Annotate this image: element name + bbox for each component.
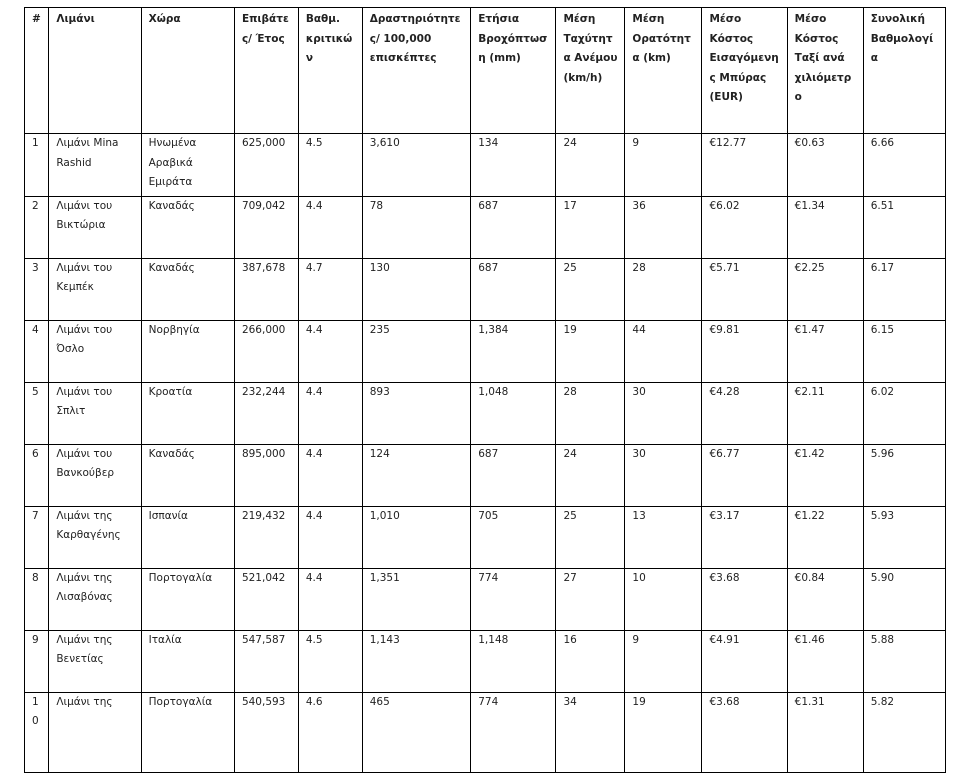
table-cell: 25 (556, 506, 625, 568)
table-cell: 4.6 (298, 692, 362, 772)
table-cell: 10 (625, 568, 702, 630)
table-cell: 4.4 (298, 444, 362, 506)
table-cell: 17 (556, 196, 625, 258)
table-cell: 19 (556, 320, 625, 382)
column-header: # (25, 8, 49, 134)
table-cell: Λιμάνι του Σπλιτ (49, 382, 141, 444)
table-cell: 24 (556, 444, 625, 506)
table-cell: €1.46 (787, 630, 863, 692)
table-cell: Καναδάς (141, 444, 234, 506)
table-cell: 134 (471, 134, 556, 197)
table-cell: 4.7 (298, 258, 362, 320)
header-row (25, 8, 946, 134)
table-cell: €6.02 (702, 196, 787, 258)
column-header: Χώρα (141, 8, 234, 134)
table-cell: 36 (625, 196, 702, 258)
column-header: Δραστηριότητες/ 100,000 επισκέπτες (362, 8, 471, 134)
table-cell: 30 (625, 382, 702, 444)
table-row (25, 382, 946, 444)
table-cell: Νορβηγία (141, 320, 234, 382)
table-cell: Λιμάνι της Βενετίας (49, 630, 141, 692)
table-row (25, 134, 946, 197)
table-cell: Πορτογαλία (141, 692, 234, 772)
table-cell: 28 (556, 382, 625, 444)
table-cell: 9 (625, 134, 702, 197)
table-cell: 6.51 (863, 196, 945, 258)
table-cell: 687 (471, 196, 556, 258)
table-cell: 2 (25, 196, 49, 258)
table-cell: Λιμάνι του Βανκούβερ (49, 444, 141, 506)
table-cell: €12.77 (702, 134, 787, 197)
table-cell: 625,000 (234, 134, 298, 197)
table-row (25, 506, 946, 568)
table-cell: 547,587 (234, 630, 298, 692)
table-cell: 5.96 (863, 444, 945, 506)
table-cell: €1.34 (787, 196, 863, 258)
table-cell: 30 (625, 444, 702, 506)
table-cell: 78 (362, 196, 471, 258)
table-cell: 709,042 (234, 196, 298, 258)
column-header: Βαθμ. κριτικών (298, 8, 362, 134)
table-cell: €6.77 (702, 444, 787, 506)
table-cell: 4.4 (298, 568, 362, 630)
table-body (25, 134, 946, 773)
column-header: Μέσο Κόστος Εισαγόμενης Μπύρας (EUR) (702, 8, 787, 134)
table-row (25, 444, 946, 506)
table-cell: 24 (556, 134, 625, 197)
table-cell: 6.66 (863, 134, 945, 197)
table-cell: 124 (362, 444, 471, 506)
table-cell: 521,042 (234, 568, 298, 630)
table-cell: 705 (471, 506, 556, 568)
table-cell: €3.17 (702, 506, 787, 568)
table-cell: 9 (625, 630, 702, 692)
table-cell: €4.28 (702, 382, 787, 444)
table-cell: 4.4 (298, 382, 362, 444)
table-cell: 774 (471, 692, 556, 772)
table-cell: €0.84 (787, 568, 863, 630)
table-cell: 3,610 (362, 134, 471, 197)
table-cell: €9.81 (702, 320, 787, 382)
table-cell: 774 (471, 568, 556, 630)
table-row (25, 258, 946, 320)
table-cell: 6 (25, 444, 49, 506)
table-cell: 13 (625, 506, 702, 568)
column-header: Μέση Ταχύτητα Ανέμου (km/h) (556, 8, 625, 134)
table-cell: Πορτογαλία (141, 568, 234, 630)
ranking-table-container (24, 7, 946, 773)
table-cell: 5.93 (863, 506, 945, 568)
table-cell: 3 (25, 258, 49, 320)
table-row (25, 568, 946, 630)
column-header: Μέση Ορατότητα (km) (625, 8, 702, 134)
table-cell: 1,010 (362, 506, 471, 568)
table-cell: 687 (471, 444, 556, 506)
table-cell: Ηνωμένα Αραβικά Εμιράτα (141, 134, 234, 197)
column-header: Λιμάνι (49, 8, 141, 134)
table-cell: 6.15 (863, 320, 945, 382)
table-row (25, 320, 946, 382)
table-cell: 9 (25, 630, 49, 692)
table-cell: 4.4 (298, 196, 362, 258)
table-cell: 5.88 (863, 630, 945, 692)
table-cell: 5.82 (863, 692, 945, 772)
table-cell: €5.71 (702, 258, 787, 320)
table-cell: 7 (25, 506, 49, 568)
table-cell: 1,351 (362, 568, 471, 630)
table-cell: Καναδάς (141, 196, 234, 258)
table-cell: 893 (362, 382, 471, 444)
table-cell: 10 (25, 692, 49, 772)
table-cell: 27 (556, 568, 625, 630)
table-cell: 465 (362, 692, 471, 772)
table-cell: €4.91 (702, 630, 787, 692)
table-cell: 1,148 (471, 630, 556, 692)
table-cell: €1.42 (787, 444, 863, 506)
table-cell: 540,593 (234, 692, 298, 772)
table-cell: 1,143 (362, 630, 471, 692)
column-header: Συνολική Βαθμολογία (863, 8, 945, 134)
table-cell: 44 (625, 320, 702, 382)
table-cell: 16 (556, 630, 625, 692)
table-cell: 34 (556, 692, 625, 772)
table-cell: 130 (362, 258, 471, 320)
table-cell: 19 (625, 692, 702, 772)
table-cell: Ισπανία (141, 506, 234, 568)
table-cell: 5 (25, 382, 49, 444)
table-cell: 5.90 (863, 568, 945, 630)
table-cell: €1.31 (787, 692, 863, 772)
table-cell: €2.25 (787, 258, 863, 320)
table-cell: 25 (556, 258, 625, 320)
table-cell: 4.4 (298, 320, 362, 382)
table-cell: 4.4 (298, 506, 362, 568)
table-cell: 895,000 (234, 444, 298, 506)
table-cell: 387,678 (234, 258, 298, 320)
table-cell: Λιμάνι της Λισαβόνας (49, 568, 141, 630)
table-cell: Λιμάνι του Όσλο (49, 320, 141, 382)
table-cell: 4 (25, 320, 49, 382)
table-cell: Λιμάνι της (49, 692, 141, 772)
table-cell: 6.02 (863, 382, 945, 444)
table-cell: €3.68 (702, 692, 787, 772)
table-cell: 219,432 (234, 506, 298, 568)
table-cell: €3.68 (702, 568, 787, 630)
table-cell: 235 (362, 320, 471, 382)
table-cell: 1,048 (471, 382, 556, 444)
table-cell: Λιμάνι Mina Rashid (49, 134, 141, 197)
table-cell: 8 (25, 568, 49, 630)
column-header: Επιβάτες/ Έτος (234, 8, 298, 134)
table-cell: Λιμάνι του Βικτώρια (49, 196, 141, 258)
table-cell: 1,384 (471, 320, 556, 382)
table-cell: €1.22 (787, 506, 863, 568)
table-cell: €2.11 (787, 382, 863, 444)
column-header: Ετήσια Βροχόπτωση (mm) (471, 8, 556, 134)
table-cell: Λιμάνι της Καρθαγένης (49, 506, 141, 568)
table-row (25, 630, 946, 692)
table-cell: 266,000 (234, 320, 298, 382)
table-cell: Κροατία (141, 382, 234, 444)
table-row (25, 692, 946, 772)
table-cell: €1.47 (787, 320, 863, 382)
ports-ranking-table (24, 7, 946, 773)
table-cell: 4.5 (298, 630, 362, 692)
table-cell: Καναδάς (141, 258, 234, 320)
table-cell: 232,244 (234, 382, 298, 444)
table-cell: 1 (25, 134, 49, 197)
table-row (25, 196, 946, 258)
table-cell: 28 (625, 258, 702, 320)
table-cell: 687 (471, 258, 556, 320)
table-cell: 4.5 (298, 134, 362, 197)
table-cell: €0.63 (787, 134, 863, 197)
table-cell: Λιμάνι του Κεμπέκ (49, 258, 141, 320)
table-cell: Ιταλία (141, 630, 234, 692)
table-cell: 6.17 (863, 258, 945, 320)
column-header: Μέσο Κόστος Ταξί ανά χιλιόμετρο (787, 8, 863, 134)
